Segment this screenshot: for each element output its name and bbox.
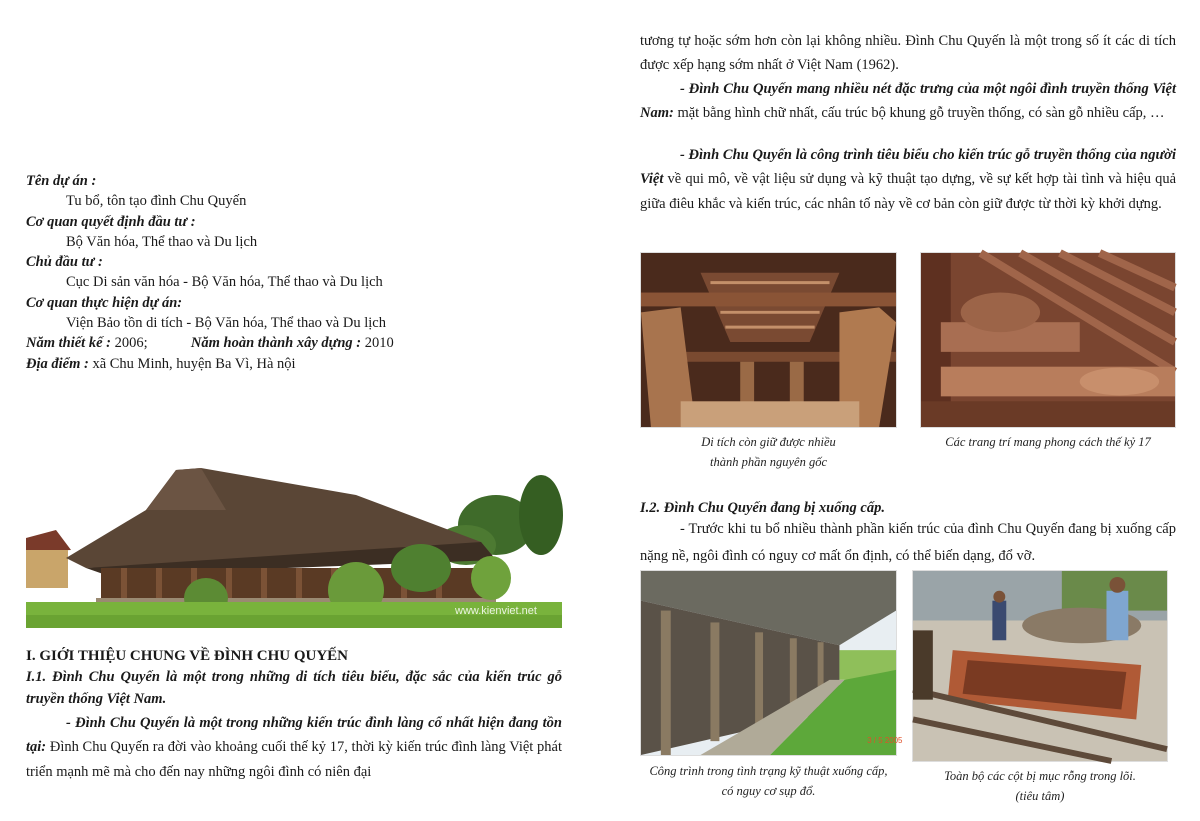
caption-3-line2: có nguy cơ sụp đổ.	[721, 784, 816, 798]
project-name-label: Tên dự án :	[26, 173, 97, 189]
decision-agency-value: Bộ Văn hóa, Thể thao và Du lịch	[66, 233, 258, 250]
project-info	[26, 171, 546, 374]
watermark: www.kienviet.net	[455, 605, 537, 617]
photo-date: 3 / 5 2005	[867, 736, 903, 746]
executor-label: Cơ quan thực hiện dự án:	[26, 294, 183, 311]
location-value: xã Chu Minh, huyện Ba Vì, Hà nội	[92, 355, 296, 372]
caption-4-line2: (tiêu tâm)	[1015, 789, 1065, 803]
paragraph-3	[640, 143, 1176, 216]
section-1-2-text: - Trước khi tu bổ nhiều thành phần kiến trúc của đình Chu Quyến đang bị xuống cấp nặng nề, ngôi đình có nguy cơ mất ổn định, có thể biến dạng, đổ vỡ.	[640, 521, 1176, 564]
paragraph-1-continued: tương tự hoặc sớm hơn còn lại không nhiều. Đình Chu Quyến là một trong số ít các di tích được xếp hạng sớm nhất ở Việt Nam (1962).	[640, 33, 1176, 74]
paragraph-1-lead: - Đình Chu Quyến là một trong những kiến trúc đình làng cổ nhất hiện đang tồn tại:	[26, 715, 562, 756]
caption-1-line2: thành phần nguyên gốc	[710, 455, 827, 469]
paragraph-1	[26, 711, 562, 784]
paragraph-2	[640, 77, 1176, 126]
paragraph-1-text: Đình Chu Quyến ra đời vào khoảng cuối thế kỷ 17, thời kỳ kiến trúc đình làng Việt phát triển mạnh mẽ mà cho đến nay những ngôi đình có niên đại	[26, 739, 562, 780]
section-heading: I. GIỚI THIỆU CHUNG VỀ ĐÌNH CHU QUYẾN	[26, 648, 348, 664]
decision-agency-label: Cơ quan quyết định đầu tư :	[26, 213, 196, 230]
paragraph-3-text: về qui mô, về vật liệu sử dụng và kỹ thuật tạo dựng, về sự kết hợp tài tình và hiệu quả giữa điêu khắc và kiến trúc, các nhân tố này về cơ bản còn giữ được từ thời kỳ khởi dựng.	[640, 171, 1177, 212]
caption-1-line1: Di tích còn giữ được nhiều	[701, 435, 836, 449]
design-year-value: 2006;	[114, 335, 148, 352]
carving-photo	[920, 252, 1176, 428]
location-label: Địa điểm :	[26, 355, 89, 372]
section-1-2-heading: I.2. Đình Chu Quyến đang bị xuống cấp.	[640, 500, 885, 516]
owner-label: Chủ đầu tư :	[26, 254, 103, 271]
location-row	[26, 354, 546, 374]
paragraph-3-lead: - Đình Chu Quyến là công trình tiêu biểu cho kiến trúc gỗ truyền thống của người Việt	[640, 147, 1176, 188]
caption-1	[640, 432, 897, 472]
caption-4-line1: Toàn bộ các cột bị mục rỗng trong lõi.	[944, 769, 1136, 783]
caption-4	[912, 766, 1168, 806]
caption-3-line1: Công trình trong tình trạng kỹ thuật xuống cấp,	[649, 764, 888, 778]
interior-photo	[640, 252, 897, 428]
paragraph-2-text: mặt bằng hình chữ nhất, cấu trúc bộ khung gỗ truyền thống, có sàn gỗ nhiều cấp, …	[677, 105, 1165, 122]
project-name-value: Tu bổ, tôn tạo đình Chu Quyến	[66, 193, 247, 210]
paragraph-2-lead: - Đình Chu Quyến mang nhiều nét đặc trưng của một ngôi đình truyền thống Việt Nam:	[640, 81, 1176, 122]
rotten-column-photo	[912, 570, 1168, 762]
caption-2: Các trang trí mang phong cách thế kỷ 17	[945, 435, 1151, 449]
corridor-photo	[640, 570, 903, 756]
sub-heading-1-1: I.1. Đình Chu Quyến là một trong những di tích tiêu biểu, đặc sắc của kiến trúc gỗ truyền thống Việt Nam.	[26, 669, 562, 707]
design-year-label: Năm thiết kế :	[26, 335, 111, 352]
completion-year-label: Năm hoàn thành xây dựng :	[190, 335, 362, 352]
executor-value: Viện Bảo tồn di tích - Bộ Văn hóa, Thể thao và Du lịch	[66, 315, 386, 332]
completion-year-value: 2010	[364, 335, 394, 352]
years-row	[26, 333, 546, 353]
owner-value: Cục Di sản văn hóa - Bộ Văn hóa, Thể thao và Du lịch	[66, 274, 383, 291]
pavilion-photo	[26, 450, 562, 628]
caption-3	[632, 761, 905, 801]
